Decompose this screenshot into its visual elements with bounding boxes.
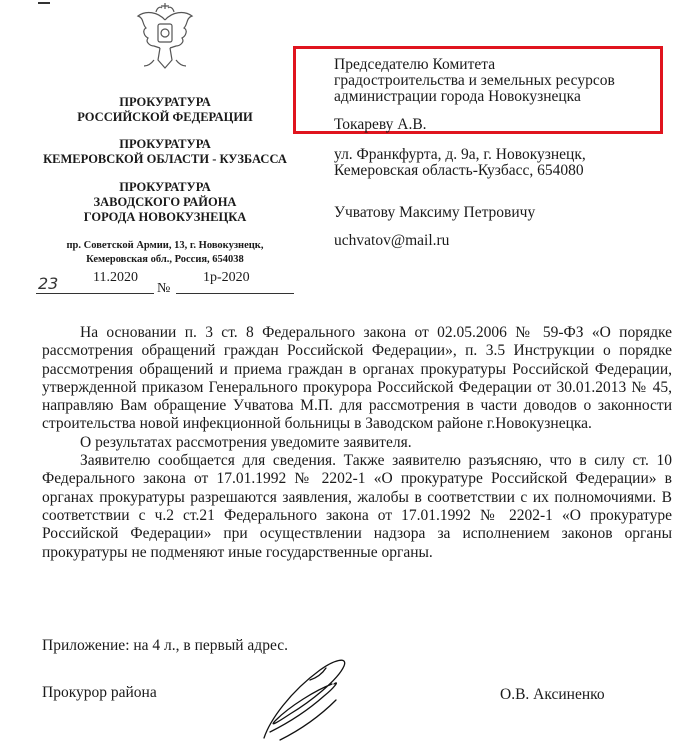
coat-of-arms-emblem <box>132 2 198 76</box>
recipient-committee: Председателю Комитета градостроительства и земельных ресурсов администрации города Новокузнецка <box>334 56 615 105</box>
date-day-handwritten: 23 <box>38 274 59 293</box>
handwritten-signature-icon <box>250 650 360 745</box>
letterhead-address: пр. Советской Армии, 13, г. Новокузнецк, Кемеровская обл., Россия, 654038 <box>66 240 264 265</box>
document-number: 1р-2020 <box>203 270 250 285</box>
recipient-applicant: Учватову Максиму Петровичу <box>334 204 536 221</box>
letter-body <box>42 324 672 562</box>
top-mark <box>38 2 50 4</box>
number-underline <box>176 293 294 294</box>
body-paragraph-1: На основании п. 3 ст. 8 Федерального закона от 02.05.2006 № 59-ФЗ «О порядке рассмотрения обращений граждан Российской Федерации», п. 3.5 Инструкции о порядке рассмотрения обращений и приема граждан в органах прокуратуры Российской Федерации, утвержденной приказом Генерального прокурора Российской Федерации от 30.01.2013 № 45, направляю Вам обращение Учватова М.П. для рассмотрения в части доводов о законности строительства новой инфекционной больницы в Заводском районе г.Новокузнецка. <box>42 324 672 433</box>
recipient-committee-address: ул. Франкфурта, д. 9а, г. Новокузнецк, Кемеровская область-Кузбасс, 654080 <box>334 146 586 179</box>
signatory-position: Прокурор района <box>42 684 157 701</box>
org-prosecutor-rf: ПРОКУРАТУРА РОССИЙСКОЙ ФЕДЕРАЦИИ <box>77 95 253 124</box>
body-paragraph-2: О результатах рассмотрения уведомите заявителя. <box>80 433 412 451</box>
recipient-committee-head: Токареву А.В. <box>334 116 427 133</box>
date-underline <box>36 293 154 294</box>
signatory-name: О.В. Аксиненко <box>500 686 605 703</box>
date-value: 11.2020 <box>93 270 138 285</box>
attachment-line: Приложение: на 4 л., в первый адрес. <box>42 637 288 654</box>
org-prosecutor-district: ПРОКУРАТУРА ЗАВОДСКОГО РАЙОНА ГОРОДА НОВОКУЗНЕЦКА <box>83 180 247 224</box>
number-sign: № <box>157 281 171 296</box>
body-paragraph-3: Заявителю сообщается для сведения. Также заявителю разъясняю, что в силу ст. 10 Федерального закона от 17.01.1992 № 2202-1 «О прокуратуре Российской Федерации» в органах прокуратуры разрешаются заявления, жалобы в соответствии с их полномочиями. В соответствии с ч.2 ст.21 Федерального закона от 17.01.1992 № 2202-1 «О прокуратуре Российской Федерации» при осуществлении надзора за исполнением законов органы прокуратуры не подменяют иные государственные органы. <box>42 452 672 561</box>
org-prosecutor-kuzbass: ПРОКУРАТУРА КЕМЕРОВСКОЙ ОБЛАСТИ - КУЗБАССА <box>43 137 287 166</box>
recipient-applicant-email: uchvatov@mail.ru <box>334 232 450 249</box>
